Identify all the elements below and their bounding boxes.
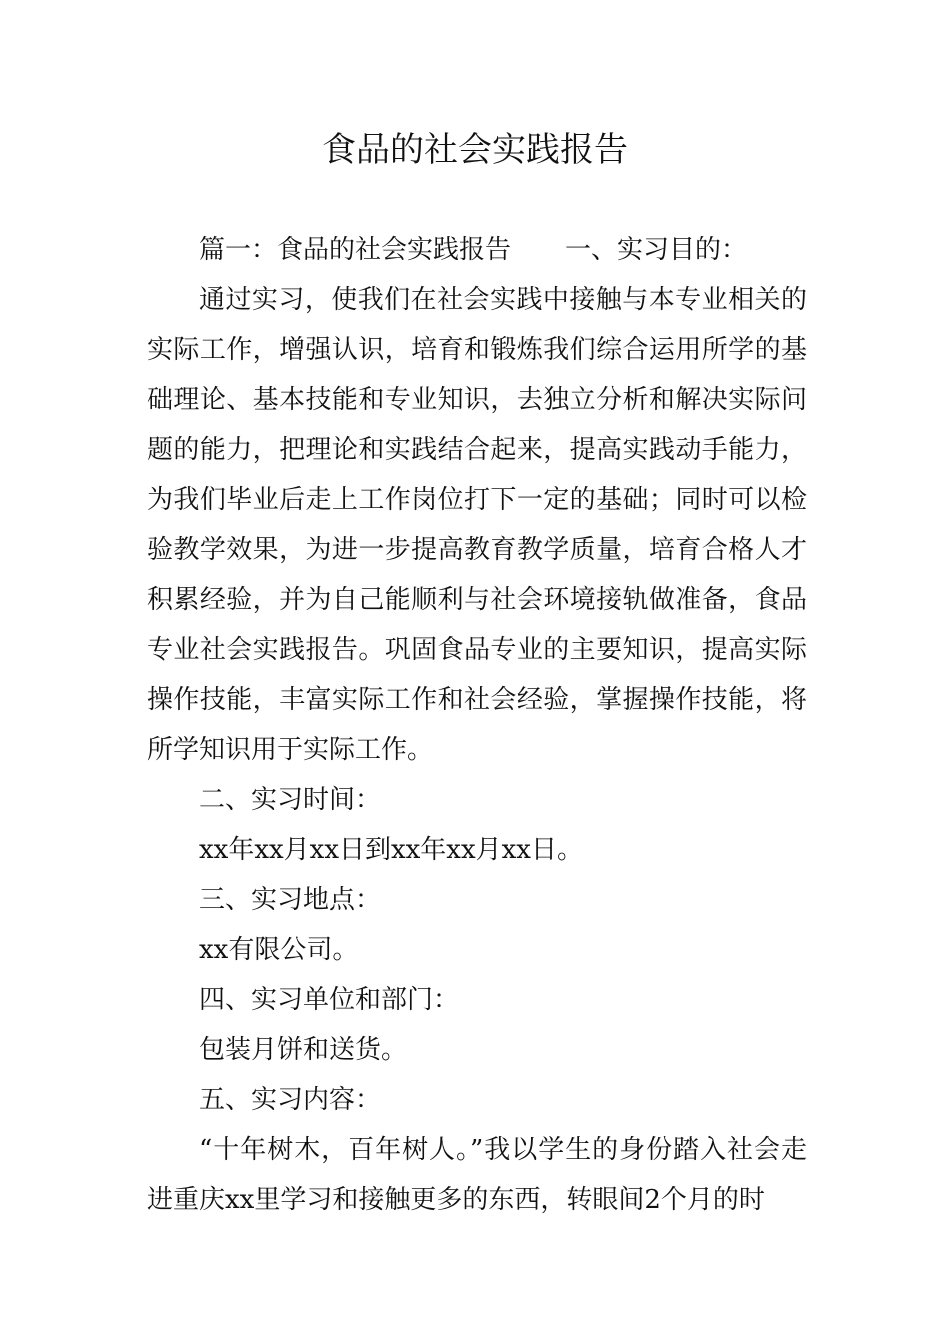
heading-spacer [511,225,565,275]
section5-heading: 五、实习内容： [199,1085,382,1115]
section2-heading: 二、实习时间： [199,785,382,815]
document-title: 食品的社会实践报告 [322,130,628,170]
section2-paragraph: xx年xx月xx日到xx年xx月xx日。 [199,835,583,865]
section3-paragraph: xx有限公司。 [199,935,359,965]
part-heading: 篇一：食品的社会实践报告 [199,235,512,265]
part-heading-line [147,225,807,275]
section1-heading: 一、实习目的： [565,235,748,265]
section1-paragraph: 通过实习，使我们在社会实践中接触与本专业相关的实际工作，增强认识，培育和锻炼我们综合运用所学的基础理论、基本技能和专业知识，去独立分析和解决实际问题的能力，把理论和实践结合起来，提高实践动手能力，为我们毕业后走上工作岗位打下一定的基础；同时可以检验教学效果，为进一步提高教育教学质量，培育合格人才积累经验，并为自己能顺利与社会环境接轨做准备，食品专业社会实践报告。巩固食品专业的主要知识，提高实际操作技能，丰富实际工作和社会经验，掌握操作技能，将所学知识用于实际工作。 [147,285,807,765]
section3-heading: 三、实习地点： [199,885,382,915]
document-body [147,225,807,1225]
section4-heading: 四、实习单位和部门： [199,985,460,1015]
section5-paragraph: “十年树木，百年树人。”我以学生的身份踏入社会走进重庆xx里学习和接触更多的东西，转眼间2个月的时 [147,1135,807,1215]
section4-paragraph: 包装月饼和送货。 [199,1035,408,1065]
